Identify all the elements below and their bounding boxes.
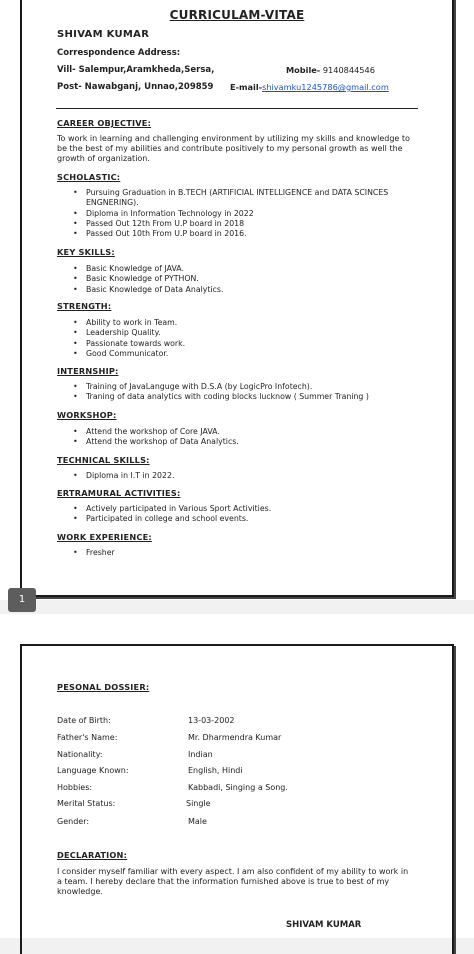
mobile-value: 9140844546	[322, 65, 375, 75]
technical-skills-heading: TECHNICAL SKILLS:	[57, 455, 150, 465]
list-item: • Leadership Quality.	[57, 328, 417, 338]
list-item: • Passed Out 10th From U.P board in 2016.	[57, 229, 417, 239]
detail-value: 13-03-2002	[188, 716, 235, 725]
list-item: • Actively participated in Various Sport Activities.	[57, 504, 417, 514]
detail-value: Kabbadi, Singing a Song.	[188, 783, 288, 792]
list-item: • Basic Knowledge of PYTHON.	[57, 274, 417, 284]
dossier-heading: PESONAL DOSSIER:	[57, 682, 150, 692]
detail-label: Date of Birth:	[57, 716, 111, 725]
internship-list	[57, 382, 417, 403]
strength-list	[57, 318, 417, 359]
signature-name: SHIVAM KUMAR	[286, 920, 362, 930]
workshop-list	[57, 427, 417, 448]
list-item: • Diploma in Information Technology in 2022	[57, 209, 417, 219]
mobile-label: Mobile-	[286, 65, 321, 75]
detail-value: English, Hindi	[188, 766, 243, 775]
detail-value: Mr. Dharmendra Kumar	[188, 733, 282, 742]
list-item: • Good Communicator.	[57, 349, 417, 359]
list-item: • Fresher	[57, 548, 417, 558]
strength-heading: STRENGTH:	[57, 301, 112, 311]
list-item: • Attend the workshop of Data Analytics.	[57, 437, 417, 447]
technical-skills-list	[57, 471, 417, 481]
detail-label: Language Known:	[57, 766, 129, 775]
email-label: E-mail-	[230, 82, 263, 92]
extramural-list	[57, 504, 417, 525]
scholastic-list	[57, 188, 417, 239]
detail-value: Male	[188, 817, 207, 826]
detail-value: Single	[186, 799, 211, 808]
list-item: • Ability to work in Team.	[57, 318, 417, 328]
list-item: • Training of JavaLanguge with D.S.A (by LogicPro Infotech).	[57, 382, 417, 392]
workshop-heading: WORKSHOP:	[57, 410, 117, 420]
candidate-name: SHIVAM KUMAR	[57, 29, 150, 40]
resume-page-2	[0, 614, 474, 938]
declaration-text: I consider myself familiar with every aspect. I am also confident of my ability to work in a team. I hereby declare that the information furnished above is true to best of my knowledge.	[57, 867, 409, 897]
mobile	[286, 65, 375, 75]
detail-label: Nationality:	[57, 750, 103, 759]
email-link[interactable]: shivamku1245786@gmail.com	[262, 82, 389, 92]
detail-label: Hobbies:	[57, 783, 93, 792]
address-line-2: Post- Nawabganj, Unnao,209859	[57, 82, 214, 92]
key-skills-list	[57, 264, 417, 295]
email	[230, 82, 389, 92]
list-item: • Attend the workshop of Core JAVA.	[57, 427, 417, 437]
internship-heading: INTERNSHIP:	[57, 366, 119, 376]
detail-value: Indian	[188, 750, 213, 759]
extramural-heading: ERTRAMURAL ACTIVITIES:	[57, 488, 181, 498]
address-line-1: Vill- Salempur,Aramkheda,Sersa,	[57, 65, 215, 75]
work-experience-heading: WORK EXPERIENCE:	[57, 532, 152, 542]
list-item: • Passionate towards work.	[57, 339, 417, 349]
key-skills-heading: KEY SKILLS:	[57, 247, 115, 257]
detail-label: Father's Name:	[57, 733, 118, 742]
work-experience-list	[57, 548, 417, 558]
list-item: • Participated in college and school events.	[57, 514, 417, 524]
document-title: CURRICULAM-VITAE	[169, 8, 305, 22]
career-objective-text: To work in learning and challenging environment by utilizing my skills and knowledge to be the best of my abilities and contribute positively to my personal growth as well the growth of organization.	[57, 134, 410, 164]
detail-label: Gender:	[57, 817, 90, 826]
detail-label: Merital Status:	[57, 799, 116, 808]
declaration-heading: DECLARATION:	[57, 850, 128, 860]
career-objective-heading: CAREER OBJECTIVE:	[57, 118, 152, 128]
scholastic-heading: SCHOLASTIC:	[57, 172, 121, 182]
page-number-badge: 1	[8, 588, 36, 612]
list-item: • Basic Knowledge of JAVA.	[57, 264, 417, 274]
list-item: • Pursuing Graduation in B.TECH (ARTIFICIAL INTELLIGENCE and DATA SCINCES ENGNERING).	[57, 188, 417, 209]
header-divider	[56, 108, 418, 109]
list-item: • Passed Out 12th From U.P board in 2018	[57, 219, 417, 229]
list-item: • Traning of data analytics with coding blocks lucknow ( Summer Traning )	[57, 392, 417, 402]
list-item: • Diploma in I.T in 2022.	[57, 471, 417, 481]
list-item: • Basic Knowledge of Data Analytics.	[57, 285, 417, 295]
correspondence-label: Correspondence Address:	[57, 48, 181, 58]
